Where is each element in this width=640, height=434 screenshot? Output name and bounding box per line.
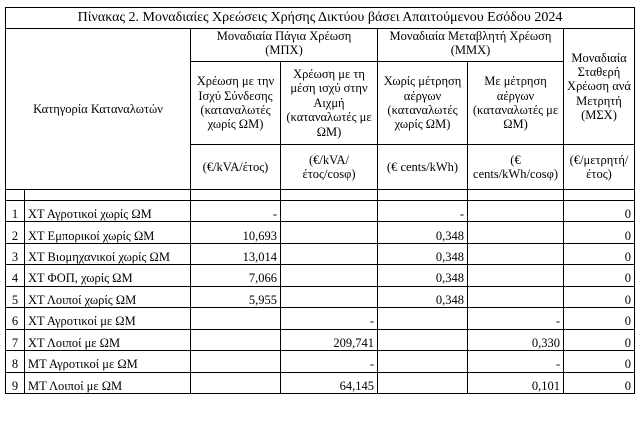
row-value-col2: - bbox=[281, 308, 378, 329]
row-number: 4 bbox=[6, 265, 25, 286]
row-value-col4 bbox=[468, 201, 564, 222]
row-value-col5: 0 bbox=[564, 351, 635, 372]
row-value-col3: 0,348 bbox=[378, 265, 468, 286]
fixed-charge-title: Μοναδιαία Πάγια Χρέωση bbox=[216, 29, 352, 43]
col-header-peak-power: Χρέωση με τη μέση ισχύ στην Αιχμή (καταναλωτές με ΩΜ) bbox=[281, 62, 378, 145]
row-value-col3 bbox=[378, 308, 468, 329]
row-number: 1 bbox=[6, 201, 25, 222]
row-value-col3: - bbox=[378, 201, 468, 222]
row-category: ΧΤ Λοιποί χωρίς ΩΜ bbox=[25, 286, 191, 307]
row-value-col1: 13,014 bbox=[191, 243, 281, 264]
row-value-col5: 0 bbox=[564, 286, 635, 307]
table-row bbox=[6, 329, 635, 350]
col-header-with-reactive: Με μέτρηση αέργων (καταναλωτές με ΩΜ) bbox=[468, 62, 564, 145]
row-value-col1: - bbox=[191, 201, 281, 222]
row-value-col2: 64,145 bbox=[281, 372, 378, 394]
row-category: ΜΤ Αγροτικοί με ΩΜ bbox=[25, 351, 191, 372]
table-row bbox=[6, 286, 635, 307]
row-value-col1: 10,693 bbox=[191, 222, 281, 243]
row-value-col4: 0,101 bbox=[468, 372, 564, 394]
row-value-col1 bbox=[191, 329, 281, 350]
row-category: ΧΤ Βιομηχανικοί χωρίς ΩΜ bbox=[25, 243, 191, 264]
row-value-col4: - bbox=[468, 351, 564, 372]
table-row bbox=[6, 372, 635, 394]
row-value-col3 bbox=[378, 329, 468, 350]
row-value-col1: 5,955 bbox=[191, 286, 281, 307]
row-value-col2 bbox=[281, 286, 378, 307]
row-category: ΧΤ Εμπορικοί χωρίς ΩΜ bbox=[25, 222, 191, 243]
row-category: ΧΤ Αγροτικοί με ΩΜ bbox=[25, 308, 191, 329]
row-value-col3: 0,348 bbox=[378, 286, 468, 307]
row-value-col3 bbox=[378, 351, 468, 372]
table-row bbox=[6, 243, 635, 264]
row-number: 9 bbox=[6, 372, 25, 394]
row-value-col2: 209,741 bbox=[281, 329, 378, 350]
row-category: ΜΤ Λοιποί με ΩΜ bbox=[25, 372, 191, 394]
unit-col4: (€ cents/kWh/cosφ) bbox=[468, 145, 564, 190]
row-value-col5: 0 bbox=[564, 201, 635, 222]
table-row bbox=[6, 351, 635, 372]
unit-col3: (€ cents/kWh) bbox=[378, 145, 468, 190]
row-value-col3: 0,348 bbox=[378, 222, 468, 243]
row-value-col5: 0 bbox=[564, 265, 635, 286]
fixed-charge-group-header bbox=[191, 29, 378, 62]
row-value-col4 bbox=[468, 265, 564, 286]
row-value-col5: 0 bbox=[564, 222, 635, 243]
row-category: ΧΤ ΦΟΠ, χωρίς ΩΜ bbox=[25, 265, 191, 286]
table-row bbox=[6, 265, 635, 286]
table-row bbox=[6, 308, 635, 329]
row-value-col3 bbox=[378, 372, 468, 394]
row-number: 8 bbox=[6, 351, 25, 372]
row-category: ΧΤ Λοιποί με ΩΜ bbox=[25, 329, 191, 350]
table-row bbox=[6, 201, 635, 222]
unit-col1: (€/kVA/έτος) bbox=[191, 145, 281, 190]
row-value-col4: - bbox=[468, 308, 564, 329]
row-number: 7 bbox=[6, 329, 25, 350]
row-value-col1 bbox=[191, 372, 281, 394]
row-value-col4 bbox=[468, 286, 564, 307]
row-number: 2 bbox=[6, 222, 25, 243]
row-number: 5 bbox=[6, 286, 25, 307]
row-value-col4 bbox=[468, 222, 564, 243]
tariff-table bbox=[5, 7, 635, 394]
row-value-col5: 0 bbox=[564, 243, 635, 264]
spacer-row bbox=[6, 190, 635, 201]
variable-charge-group-header bbox=[378, 29, 564, 62]
unit-col2: (€/kVA/έτος/cosφ) bbox=[281, 145, 378, 190]
meter-charge-header: Μοναδιαία Σταθερή Χρέωση ανά Μετρητή (ΜΣΧ) bbox=[564, 29, 635, 145]
row-value-col2 bbox=[281, 222, 378, 243]
row-value-col2 bbox=[281, 243, 378, 264]
row-value-col5: 0 bbox=[564, 329, 635, 350]
row-value-col3: 0,348 bbox=[378, 243, 468, 264]
row-value-col4: 0,330 bbox=[468, 329, 564, 350]
col-header-no-reactive: Χωρίς μέτρηση αέργων (καταναλωτές χωρίς ΩΜ) bbox=[378, 62, 468, 145]
row-value-col1 bbox=[191, 351, 281, 372]
row-value-col1: 7,066 bbox=[191, 265, 281, 286]
row-value-col2: - bbox=[281, 351, 378, 372]
row-number: 3 bbox=[6, 243, 25, 264]
row-value-col2 bbox=[281, 201, 378, 222]
table-title: Πίνακας 2. Μοναδιαίες Χρεώσεις Χρήσης Δικτύου βάσει Απαιτούμενου Εσόδου 2024 bbox=[6, 8, 635, 29]
row-number: 6 bbox=[6, 308, 25, 329]
variable-charge-title: Μοναδιαία Μεταβλητή Χρέωση bbox=[389, 29, 552, 43]
row-value-col1 bbox=[191, 308, 281, 329]
table-row bbox=[6, 222, 635, 243]
row-value-col5: 0 bbox=[564, 308, 635, 329]
row-value-col5: 0 bbox=[564, 372, 635, 394]
row-category: ΧΤ Αγροτικοί χωρίς ΩΜ bbox=[25, 201, 191, 222]
variable-charge-abbr: (ΜΜΧ) bbox=[450, 43, 491, 58]
row-value-col2 bbox=[281, 265, 378, 286]
unit-col5: (€/μετρητή/ έτος) bbox=[564, 145, 635, 190]
category-header: Κατηγορία Καταναλωτών bbox=[6, 29, 191, 190]
fixed-charge-abbr: (ΜΠΧ) bbox=[265, 43, 303, 58]
row-value-col4 bbox=[468, 243, 564, 264]
col-header-connection-capacity: Χρέωση με την Ισχύ Σύνδεσης (καταναλωτές χωρίς ΩΜ) bbox=[191, 62, 281, 145]
